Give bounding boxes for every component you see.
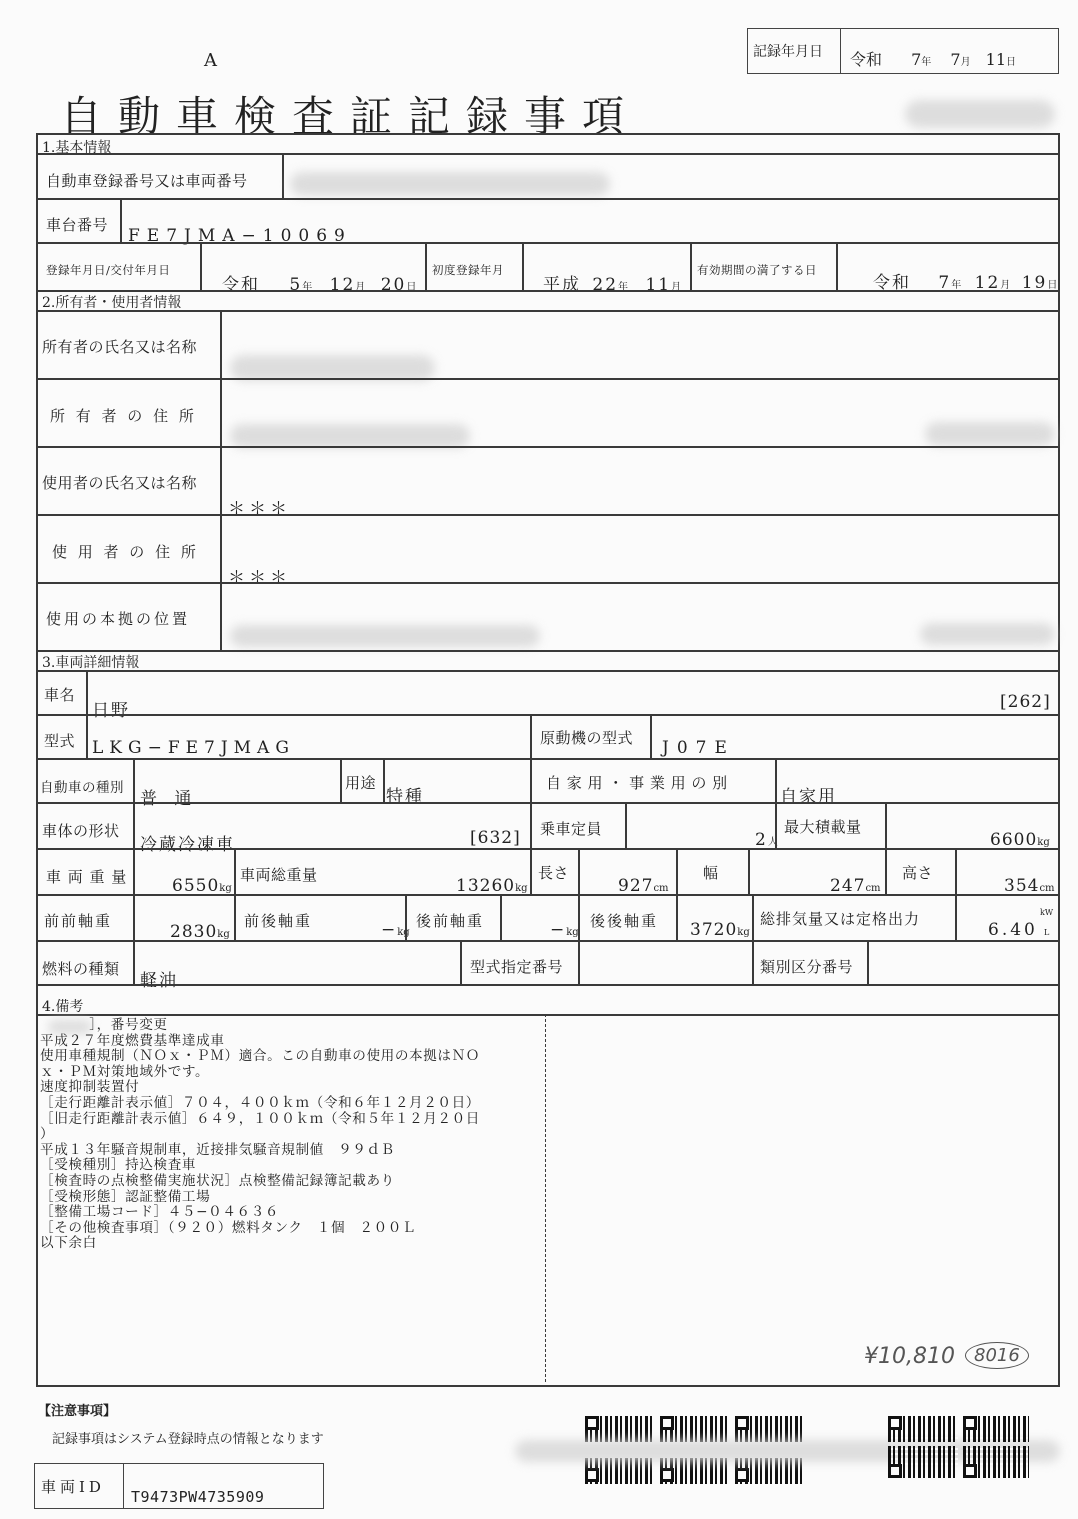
vehicle-id-box: [34, 1463, 324, 1509]
vehicle-type-label: 自動車の種別: [40, 780, 124, 796]
use-label: 用途: [345, 774, 377, 792]
redacted-reg-number: [290, 172, 610, 196]
ff-axle-value: 2830kg: [170, 922, 230, 942]
model-label: 型式: [44, 732, 76, 750]
displacement-unit-kw: kW: [1040, 908, 1054, 917]
length-value: 927cm: [618, 876, 669, 896]
engine-label: 原動機の型式: [540, 729, 634, 747]
remarks-line: ］，番号変更: [40, 1017, 168, 1033]
remarks-line: ｘ・ＰＭ対策地域外です。: [40, 1063, 210, 1080]
redacted-base-location-2: [920, 623, 1055, 645]
rf-axle-label: 後前軸重: [416, 912, 485, 930]
rr-axle-value: 3720kg: [690, 920, 750, 940]
category-label: 類別区分番号: [760, 958, 854, 976]
user-address-label: 使 用 者 の 住 所: [52, 543, 199, 561]
max-load-label: 最大積載量: [784, 818, 862, 836]
model-value: LKG−FE7JMAG: [92, 738, 295, 758]
width-label: 幅: [703, 864, 719, 882]
base-location-label: 使用の本拠の位置: [46, 610, 191, 628]
redacted-base-location: [230, 625, 540, 647]
remarks-line: ［走行距離計表示値］７０４，４００ｋｍ（令和６年１２月２０日）: [40, 1094, 481, 1111]
make-code: [262]: [1000, 692, 1051, 712]
displacement-value: 6.40: [988, 920, 1038, 940]
expiry-label: 有効期間の満了する日: [697, 263, 817, 277]
capacity-value: 2人: [755, 830, 778, 850]
user-address-value: ＊＊＊: [228, 568, 291, 588]
gross-value: 13260kg: [456, 876, 528, 896]
redacted-owner-address: [230, 424, 470, 448]
expiry-value: 令和 7年 12月 19日: [873, 273, 1058, 293]
make-label: 車名: [44, 686, 76, 704]
handwritten-price: ¥10,810: [864, 1344, 955, 1369]
height-label: 高さ: [902, 864, 934, 882]
fr-axle-label: 前後軸重: [244, 912, 313, 930]
reg-date-label: 登録年月日/交付年月日: [46, 263, 171, 277]
private-value: 自家用: [780, 787, 837, 807]
remarks-line: ［整備工場コード］４５−０４６３６: [40, 1204, 280, 1221]
section-vehicle-title: 3.車両詳細情報: [42, 655, 140, 671]
remarks-line: 以下余白: [40, 1235, 97, 1252]
vehicle-id-label: 車両ID: [41, 1478, 105, 1496]
displacement-unit-l: L: [1044, 928, 1050, 937]
make-value: 日野: [92, 701, 130, 721]
chassis-label: 車台番号: [46, 216, 109, 234]
record-date-box: [747, 28, 1059, 74]
length-label: 長さ: [538, 864, 570, 882]
max-load-value: 6600kg: [990, 830, 1050, 850]
form-mark: A: [204, 50, 217, 71]
remarks-line: ）: [40, 1126, 55, 1143]
displacement-label: 総排気量又は定格出力: [760, 910, 921, 928]
reg-number-label: 自動車登録番号又は車両番号: [46, 172, 248, 190]
record-date-label: 記録年月日: [753, 44, 823, 60]
body-label: 車体の形状: [42, 822, 120, 840]
remarks-line: 速度抑制装置付: [40, 1079, 140, 1096]
owner-address-label: 所 有 者 の 住 所: [50, 407, 197, 425]
section-owner-title: 2.所有者・使用者情報: [42, 295, 182, 311]
first-reg-label: 初度登録年月: [432, 263, 504, 277]
rf-axle-value: −kg: [550, 920, 579, 940]
remarks-text: [40, 1018, 545, 1252]
body-code: [632]: [470, 828, 521, 848]
width-value: 247cm: [830, 876, 881, 896]
notes-text: 記録事項はシステム登録時点の情報となります: [52, 1432, 324, 1447]
remarks-line: 平成２７年度燃費基準達成車: [40, 1032, 225, 1049]
body-value: 冷蔵冷凍車: [140, 835, 235, 855]
section-remarks-title: 4.備考: [42, 999, 84, 1015]
weight-label: 車 両 重 量: [46, 868, 128, 886]
record-date-value: 令和 7年 7月 11日: [850, 50, 1017, 69]
weight-value: 6550kg: [172, 876, 232, 896]
fuel-value: 軽油: [140, 971, 178, 991]
use-value: 特種: [386, 787, 424, 807]
redacted-header: [905, 100, 1055, 128]
rr-axle-label: 後後軸重: [590, 912, 659, 930]
remarks-line: 使用車種規制（ＮＯｘ・ＰＭ）適合。この自動車の使用の本拠はＮＯ: [40, 1048, 481, 1065]
redacted-owner-address-2: [925, 422, 1055, 446]
private-label: 自 家 用 ・ 事 業 用 の 別: [546, 774, 728, 792]
capacity-label: 乗車定員: [540, 820, 603, 838]
first-reg-value: 平成 22年 11月: [543, 275, 682, 295]
remarks-line: ［その他検査事項］（９２０）燃料タンク １個 ２００Ｌ: [40, 1219, 417, 1236]
vehicle-type-value: 普 通: [140, 789, 198, 809]
document-title: 自動車検査証記録事項: [60, 92, 641, 141]
ff-axle-label: 前前軸重: [44, 912, 113, 930]
notes-title: 【注意事項】: [38, 1404, 117, 1419]
remarks-line: ［旧走行距離計表示値］６４９，１００ｋｍ（令和５年１２月２０日: [40, 1110, 481, 1127]
fr-axle-value: −kg: [381, 920, 410, 940]
gross-label: 車両総重量: [240, 866, 318, 884]
section-basic-title: 1.基本情報: [42, 140, 112, 156]
handwritten-code: 8016: [965, 1342, 1029, 1369]
remarks-line: ［検査時の点検整備実施状況］点検整備記録簿記載あり: [40, 1172, 395, 1189]
vehicle-id-value: T9473PW4735909: [131, 1488, 265, 1506]
user-name-label: 使用者の氏名又は名称: [42, 474, 198, 492]
user-name-value: ＊＊＊: [228, 499, 291, 519]
remarks-line: ［受検種別］持込検査車: [40, 1157, 197, 1174]
reg-date-value: 令和 5年 12月 20日: [222, 275, 417, 295]
remarks-line: 平成１３年騒音規制車，近接排気騒音規制値 ９９ｄＢ: [40, 1141, 395, 1158]
owner-name-label: 所有者の氏名又は名称: [42, 338, 198, 356]
type-designation-label: 型式指定番号: [470, 958, 564, 976]
remarks-line: ［受検形態］認証整備工場: [40, 1188, 211, 1205]
engine-value: J07E: [662, 738, 735, 758]
height-value: 354cm: [1004, 876, 1055, 896]
fuel-label: 燃料の種類: [42, 960, 120, 978]
chassis-value: FE7JMA−10069: [128, 226, 352, 246]
